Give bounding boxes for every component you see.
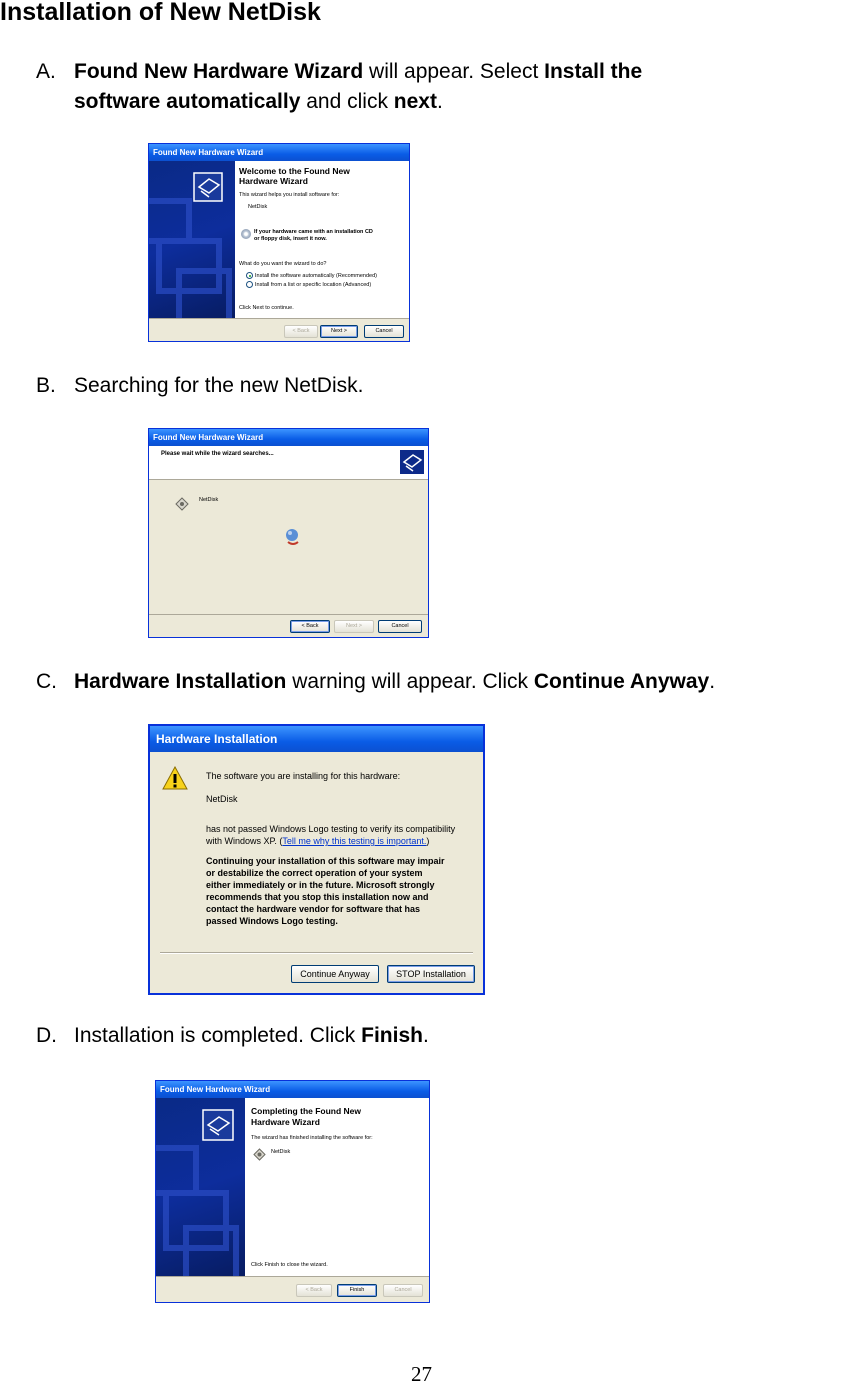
- wizard-intro: This wizard helps you install software for:: [239, 192, 340, 198]
- wizard-welcome-screenshot: [148, 143, 410, 342]
- next-button[interactable]: Next >: [320, 325, 358, 338]
- searching-animation-icon: [284, 527, 302, 547]
- warning-intro: The software you are installing for this hardware:: [206, 771, 401, 781]
- step-letter: D.: [36, 1024, 57, 1047]
- wizard-question: What do you want the wizard to do?: [239, 261, 327, 267]
- warning-text: contact the hardware vendor for software that has: [206, 904, 421, 914]
- divider: [149, 479, 428, 480]
- warning-text: recommends that you stop this installation now and: [206, 892, 429, 902]
- tell-me-why-link[interactable]: Tell me why this testing is important.: [282, 836, 427, 846]
- radio-selected-icon[interactable]: [246, 272, 253, 279]
- device-name: NetDisk: [199, 497, 219, 503]
- next-button[interactable]: Next >: [334, 620, 374, 633]
- continue-anyway-button[interactable]: Continue Anyway: [291, 965, 379, 983]
- step-letter: B.: [36, 374, 56, 397]
- step-letter: C.: [36, 670, 57, 693]
- wizard-intro: The wizard has finished installing the software for:: [251, 1135, 373, 1141]
- warning-icon: [162, 766, 188, 790]
- cancel-button[interactable]: Cancel: [378, 620, 422, 633]
- wizard-heading: Please wait while the wizard searches...: [161, 451, 274, 457]
- step-d: D. Installation is completed. Click Finish.: [36, 1021, 429, 1051]
- warning-text: Continuing your installation of this software may impair: [206, 856, 445, 866]
- wizard-sidebar: [149, 161, 235, 318]
- title-bar: Hardware Installation: [150, 726, 483, 752]
- divider: [156, 1276, 429, 1277]
- wizard-header: [149, 446, 428, 479]
- divider: [160, 952, 473, 954]
- wizard-search-screenshot: [148, 428, 429, 638]
- wizard-content: [235, 161, 409, 318]
- wizard-banner-graphic: [149, 161, 235, 318]
- option-auto[interactable]: Install the software automatically (Recommended): [246, 272, 377, 280]
- cancel-button[interactable]: Cancel: [383, 1284, 423, 1297]
- back-button[interactable]: < Back: [284, 325, 318, 338]
- cd-note-2: or floppy disk, insert it now.: [254, 236, 327, 242]
- wizard-banner-graphic: [156, 1098, 245, 1276]
- device-icon: [253, 1148, 266, 1161]
- warning-text: or destabilize the correct operation of your system: [206, 868, 423, 878]
- title-bar: Found New Hardware Wizard: [156, 1081, 429, 1098]
- device-name: NetDisk: [271, 1149, 291, 1155]
- finish-note: Click Finish to close the wizard.: [251, 1262, 328, 1268]
- warning-text: passed Windows Logo testing.: [206, 916, 338, 926]
- divider: [149, 614, 428, 615]
- wizard-heading: Welcome to the Found New: [239, 166, 350, 176]
- logo-test-text-2: with Windows XP. (Tell me why this testing is important.): [206, 836, 430, 846]
- option-manual[interactable]: Install from a list or specific location (Advanced): [246, 281, 371, 289]
- device-name: NetDisk: [206, 794, 238, 804]
- back-button[interactable]: < Back: [296, 1284, 332, 1297]
- page-number: 27: [411, 1362, 432, 1386]
- step-letter: A.: [36, 60, 56, 83]
- wizard-heading-2: Hardware Wizard: [251, 1117, 320, 1127]
- divider: [149, 318, 409, 319]
- step-b: B. Searching for the new NetDisk.: [36, 371, 363, 401]
- title-bar: Found New Hardware Wizard: [149, 429, 428, 446]
- wizard-finish-screenshot: [155, 1080, 430, 1303]
- finish-button[interactable]: Finish: [337, 1284, 377, 1297]
- device-icon: [175, 497, 189, 511]
- warning-text: either immediately or in the future. Microsoft strongly: [206, 880, 435, 890]
- step-c: C. Hardware Installation warning will appear. Click Continue Anyway.: [36, 667, 715, 697]
- device-name: NetDisk: [248, 204, 268, 210]
- wizard-heading-2: Hardware Wizard: [239, 176, 308, 186]
- page-title: Installation of New NetDisk: [0, 0, 321, 26]
- cancel-button[interactable]: Cancel: [364, 325, 404, 338]
- wizard-content: [245, 1098, 429, 1276]
- continue-note: Click Next to continue.: [239, 305, 294, 311]
- radio-icon[interactable]: [246, 281, 253, 288]
- cd-icon: [241, 229, 251, 239]
- back-button[interactable]: < Back: [290, 620, 330, 633]
- step-a-line1: A. Found New Hardware Wizard will appear. Select Install the: [36, 57, 642, 87]
- wizard-sidebar: [156, 1098, 245, 1276]
- cd-note: If your hardware came with an installation CD: [254, 229, 373, 235]
- title-bar: Found New Hardware Wizard: [149, 144, 409, 161]
- wizard-heading: Completing the Found New: [251, 1106, 362, 1116]
- logo-test-text: has not passed Windows Logo testing to verify its compatibility: [206, 824, 456, 834]
- hardware-installation-screenshot: [148, 724, 485, 995]
- step-a-line2: software automatically and click next.: [74, 90, 443, 113]
- hardware-wizard-icon: [399, 449, 425, 475]
- stop-installation-button[interactable]: STOP Installation: [387, 965, 475, 983]
